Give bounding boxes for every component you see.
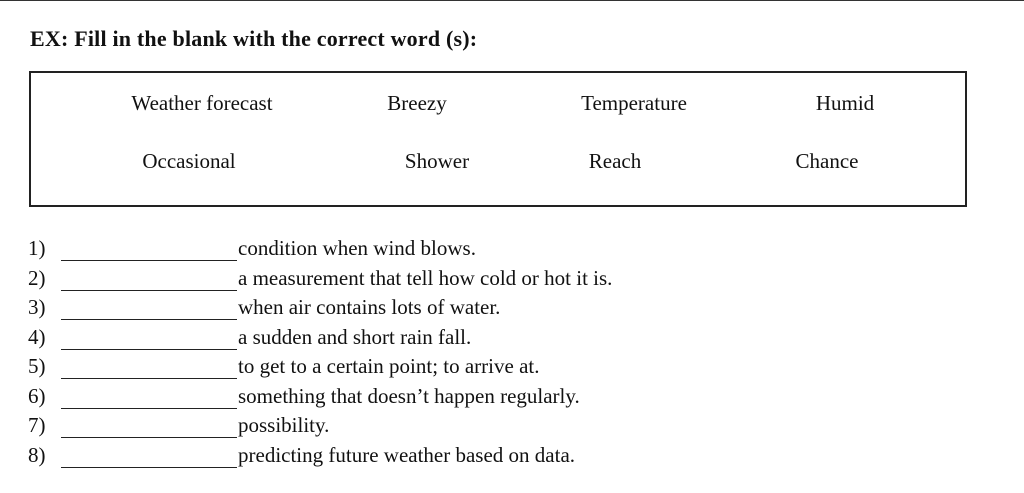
word-bank-term: Breezy [387,91,447,115]
item-clue: possibility. [238,413,330,437]
exercise-item [28,323,728,353]
answer-blank[interactable] [61,293,237,320]
top-rule [0,0,1024,1]
answer-blank[interactable] [61,234,237,261]
item-clue: when air contains lots of water. [238,295,501,319]
exercise-item [28,264,728,294]
word-bank-term: Temperature [581,91,687,115]
exercise-list [28,234,728,470]
item-number: 7) [28,413,46,437]
answer-blank[interactable] [61,264,237,291]
exercise-item [28,352,728,382]
exercise-item [28,382,728,412]
item-number: 4) [28,324,46,349]
word-bank-term: Reach [588,149,642,173]
item-number: 1) [28,236,46,260]
item-number: 8) [28,442,46,467]
item-clue: a measurement that tell how cold or hot it is. [238,265,613,290]
answer-blank[interactable] [61,323,237,350]
word-bank-term: Occasional [142,149,236,173]
word-bank-box [29,71,967,207]
word-bank-term: Weather forecast [131,91,273,115]
word-bank-term: Shower [404,149,470,173]
answer-blank[interactable] [61,352,237,379]
item-number: 2) [28,265,46,290]
item-clue: something that doesn’t happen regularly. [238,383,580,408]
exercise-item [28,441,728,471]
answer-blank[interactable] [61,441,237,468]
exercise-item [28,411,728,441]
item-number: 5) [28,354,46,378]
answer-blank[interactable] [61,411,237,438]
word-bank-term: Humid [815,91,875,115]
item-number: 3) [28,295,46,319]
item-number: 6) [28,383,46,408]
item-clue: to get to a certain point; to arrive at. [238,354,540,378]
exercise-title: EX: Fill in the blank with the correct word (s): [30,26,478,51]
word-bank-term: Chance [795,149,859,173]
item-clue: condition when wind blows. [238,236,476,260]
item-clue: predicting future weather based on data. [238,442,576,467]
answer-blank[interactable] [61,382,237,409]
exercise-item [28,234,728,264]
exercise-item [28,293,728,323]
item-clue: a sudden and short rain fall. [238,324,472,349]
